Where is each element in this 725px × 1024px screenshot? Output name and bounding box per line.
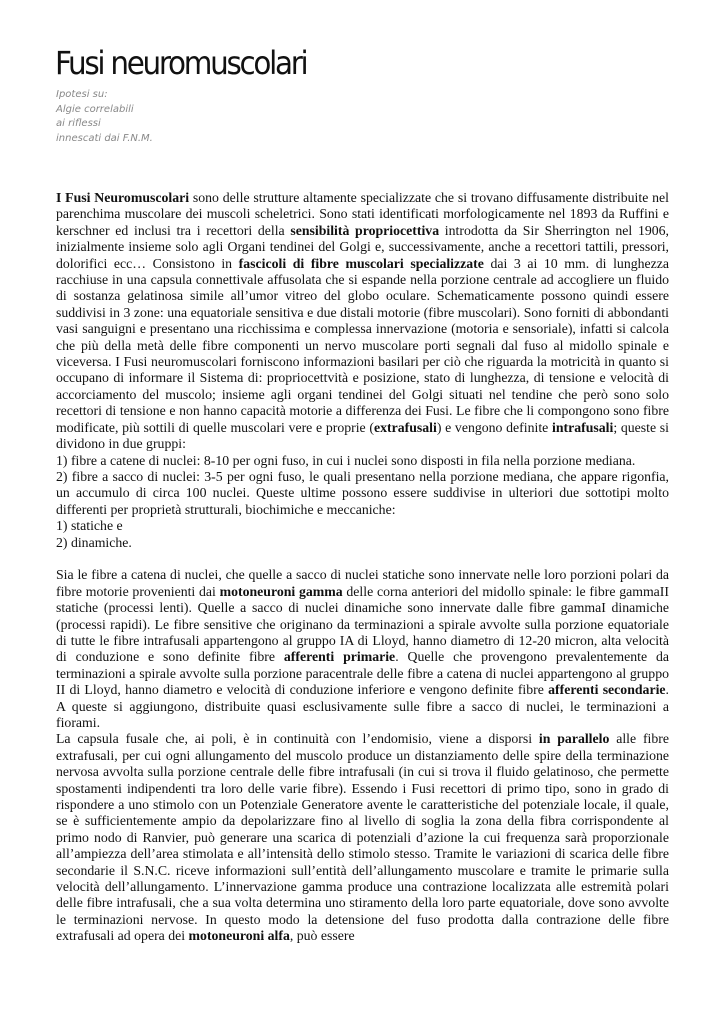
bold-term: afferenti secondarie [548,682,666,698]
text-run: dai 3 ai 10 mm. di lunghezza racchiuse in una capsula connettivale affusolata che si espande nella porzione centrale ad accogliere un fluido di sostanza gelatinosa simile all’umor vitreo del globo oculare. Schematicamente possono quindi essere suddivisi in 3 zone: una equatoriale sensitiva e due distali motorie (fibre muscolari). Sono forniti di abbondanti vasi sanguigni e presentano una ricchissima e complessa innervazione (motoria e sensoriale), infatti si calcola che più della metà delle fibre componenti un nervo muscolare porti segnali dal fuso al midollo spinale e viceversa. I Fusi neuromuscolari forniscono informazioni basilari per ciò che riguarda la motricità in quanto si occupano di informare il Sistema di: propriocettvità e posizione, stato di lunghezza, di tensione e velocità di accorciamento del muscolo; insieme agli organi tendinei del Golgi situati nel tendine che però sono solo recettori di tensione e non hanno capacità motorie a differenza dei Fusi. Le fibre che li compongono sono fibre modificate, più sottili di quelle muscolari vere e proprie ( [56,255,670,435]
text-run: delle corna anteriori del midollo spinale: le fibre gammaII statiche (processi lenti). Quelle a sacco di nuclei dinamiche sono innervate dalle fibre gammaI dinamiche (processi rapidi). Le fibre sensitive che originano da terminazioni a spirale avvolte sulla porzione equatoriale di tutte le fibre intrafusali appartengono al gruppo IA di Lloyd, hanno diametro di 12-20 micron, alta velocità di conduzione e sono definite fibre [56,583,669,665]
subtitle-line: innescati dai F.N.M. [56,132,153,144]
subtitle-line: Algie correlabili [56,103,134,115]
bold-term: fascicoli di fibre muscolari specializzate [238,255,484,271]
body-paragraph [56,535,669,551]
text-run: . A queste si aggiungono, distribuite quasi esclusivamente sulle fibre a sacco di nuclei, le terminazioni a fiorami. [56,682,669,730]
body-paragraph [56,567,669,731]
text-run: 1) statiche e [56,518,123,534]
text-run: sono delle strutture altamente specializzate che si trovano diffusamente distribuite nel parenchima muscolare dei muscoli scheletrici. Sono stati identificati morfologicamente nel 1893 da Ruffini e kerschner ed inclusi tra i recettori della [56,190,669,238]
bold-term: sensibilità propriocettiva [290,222,440,238]
paragraph-spacer [56,551,669,567]
bold-term: extrafusali [373,419,437,435]
page-title: Fusi neuromuscolari [55,44,307,82]
body-paragraph [56,731,669,944]
body-paragraph [56,190,669,453]
subtitle-block [56,88,153,146]
body-paragraph [56,518,669,534]
text-run: 2) fibre a sacco di nuclei: 3-5 per ogni fuso, le quali presentano nella porzione mediana, che appare rigonfia, un accumulo di circa 100 nuclei. Queste ultime possono essere suddivise in ulteriori due sottotipi molto differenti per proprietà strutturali, biochimiche e meccaniche: [56,468,669,517]
bold-term: in parallelo [538,731,610,747]
subtitle-line: ai riflessi [56,118,101,129]
text-run: Sia le fibre a catena di nuclei, che quelle a sacco di nuclei statiche sono innervate nelle loro porzioni polari da fibre motorie provenienti dai [56,567,669,599]
text-run: ) e vengono definite [436,419,552,435]
text-run: La capsula fusale che, ai poli, è in continuità con l’endomisio, viene a disporsi [56,731,539,747]
text-run: , può essere [289,928,355,944]
body-paragraph [56,453,669,469]
text-run: alle fibre extrafusali, per cui ogni allungamento del muscolo produce un distanziamento delle spire della terminazione nervosa avvolta sulla porzione centrale delle fibre intrafusali (in cui si trova il fluido gelatinoso, che permette spostamenti indipendenti tra loro delle varie fibre). Essendo i Fusi recettori di primo tipo, sono in grado di rispondere a uno stimolo con un Potenziale Generatore avente le caratteristiche del potenziale locale, il quale, se è sufficientemente ampio da depolarizzare fino al livello di soglia la zona della fibra corrispondente al primo nodo di Ranvier, può generare una scarica di potenziali d’azione la cui frequenza sarà proporzionale all’ampiezza dell’area stimolata e all’intensità dello stimolo stesso. Tramite le variazioni di scarica delle fibre secondarie il S.N.C. riceve informazioni sull’entità dell’allungamento muscolare e tramite le primarie sulla velocità dell’allungamento. L’innervazione gamma produce una contrazione localizzata alle estremità polari delle fibre intrafusali, che a sua volta determina uno stiramento della loro parte equatoriale, dove sono avvolte le terminazioni nervose. In questo modo la detensione del fuso prodotta dalla contrazione delle fibre extrafusali ad opera dei [56,731,669,944]
text-run: 2) dinamiche. [56,534,132,550]
bold-term: afferenti primarie [283,649,396,665]
document-body [56,190,669,945]
text-run: 1) fibre a catene di nuclei: 8-10 per ogni fuso, in cui i nuclei sono disposti in fila nella porzione mediana. [56,452,636,468]
bold-term: motoneuroni alfa [188,928,290,944]
bold-term: intrafusali [552,419,614,435]
bold-term: I Fusi Neuromuscolari [56,190,190,205]
bold-term: motoneuroni gamma [219,583,343,599]
body-paragraph [56,469,669,518]
subtitle-line: Ipotesi su: [56,89,108,100]
text-run: . Quelle che provengono prevalentemente da terminazioni a spirale avvolte sulla porzione paracentrale delle fibre a catena di nuclei appartengono al gruppo II di Lloyd, hanno diametro e velocità di conduzione inferiore e vengono definite fibre [56,649,669,698]
text-run: introdotta da Sir Sherrington nel 1906, inizialmente insieme solo agli Organi tendinei del Golgi e, successivamente, anche a recettori tattili, pressori, dolorifici ecc… Consistono in [56,222,669,271]
text-run: ; queste si dividono in due gruppi: [56,419,670,452]
